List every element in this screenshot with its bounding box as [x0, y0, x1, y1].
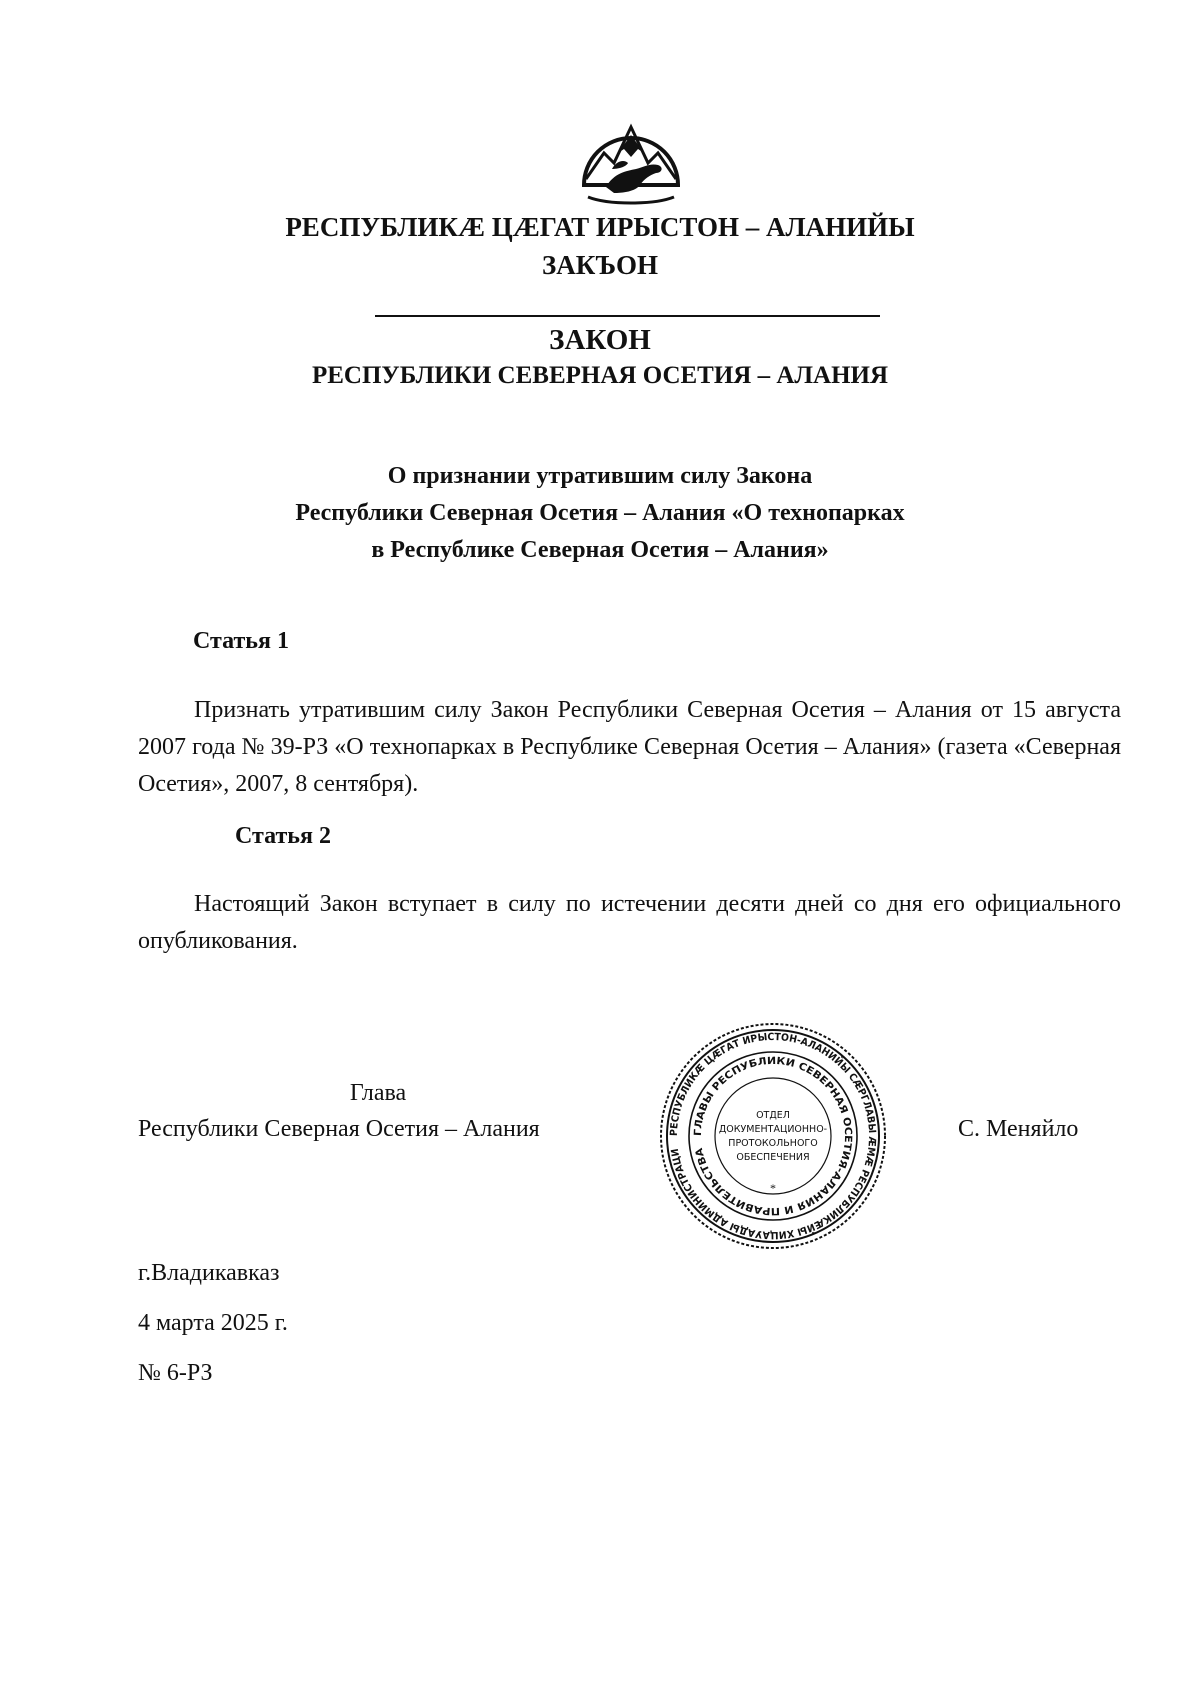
date-of-signing: 4 марта 2025 г.: [138, 1310, 288, 1336]
seal-inner-text: ГЛАВЫ РЕСПУБЛИКИ СЕВЕРНАЯ ОСЕТИЯ-АЛАНИЯ И ПРАВИТЕЛЬСТВА: [692, 1055, 854, 1217]
law-subject-line: Республики Северная Осетия – Алания «О технопарках: [295, 500, 905, 526]
seal-center-line: ОБЕСПЕЧЕНИЯ: [736, 1152, 810, 1163]
law-number: № 6-РЗ: [138, 1360, 213, 1386]
seal-center-line: ПРОТОКОЛЬНОГО: [728, 1138, 818, 1149]
ossetian-law-title: ЗАКЪОН: [542, 250, 658, 280]
ossetian-republic-title: РЕСПУБЛИКÆ ЦÆГАТ ИРЫСТОН – АЛАНИЙЫ: [285, 212, 915, 242]
article-2-text: [138, 886, 1121, 960]
law-subject: [0, 458, 1200, 569]
article-1-text: [138, 692, 1121, 803]
russian-republic-title: РЕСПУБЛИКИ СЕВЕРНАЯ ОСЕТИЯ – АЛАНИЯ: [311, 362, 889, 389]
seal-center-line: ОТДЕЛ: [756, 1110, 790, 1121]
law-subject-line: в Республике Северная Осетия – Алания»: [371, 537, 829, 563]
coat-of-arms-emblem: [578, 113, 684, 213]
place-of-signing: г.Владикавказ: [138, 1260, 280, 1286]
article-2-body: Настоящий Закон вступает в силу по истечении десяти дней со дня его официального опубликования.: [138, 891, 1121, 954]
seal-center-line: ДОКУМЕНТАЦИОННО-: [718, 1124, 828, 1135]
signatory-position: Республики Северная Осетия – Алания: [138, 1116, 540, 1142]
signatory-name: С. Меняйло: [958, 1116, 1079, 1142]
seal-outer-text: РЕСПУБЛИКӔ ЦӔГАТ ИРЫСТОН-АЛАНИЙЫ СӔРГЛАВЫ ӔМӔ РЕСПУБЛИКӔЙЫ ХИЦАУАДЫ АДМИНИСТРАЦИ: [668, 1031, 878, 1241]
russian-law-title: ЗАКОН: [549, 324, 651, 356]
article-2-heading: Статья 2: [235, 823, 331, 849]
article-1-body: Признать утратившим силу Закон Республики Северная Осетия – Алания от 15 августа 2007 года № 39-РЗ «О технопарках в Республике Северная Осетия – Алания» (газета «Северная Осетия», 2007, 8 сентября).: [138, 697, 1121, 797]
official-seal: [657, 1020, 889, 1252]
article-1-heading: Статья 1: [193, 628, 289, 654]
seal-star-icon: *: [770, 1181, 776, 1195]
header-divider: [375, 315, 880, 317]
law-subject-line: О признании утратившим силу Закона: [387, 463, 813, 489]
signatory-title: Глава: [349, 1080, 407, 1106]
